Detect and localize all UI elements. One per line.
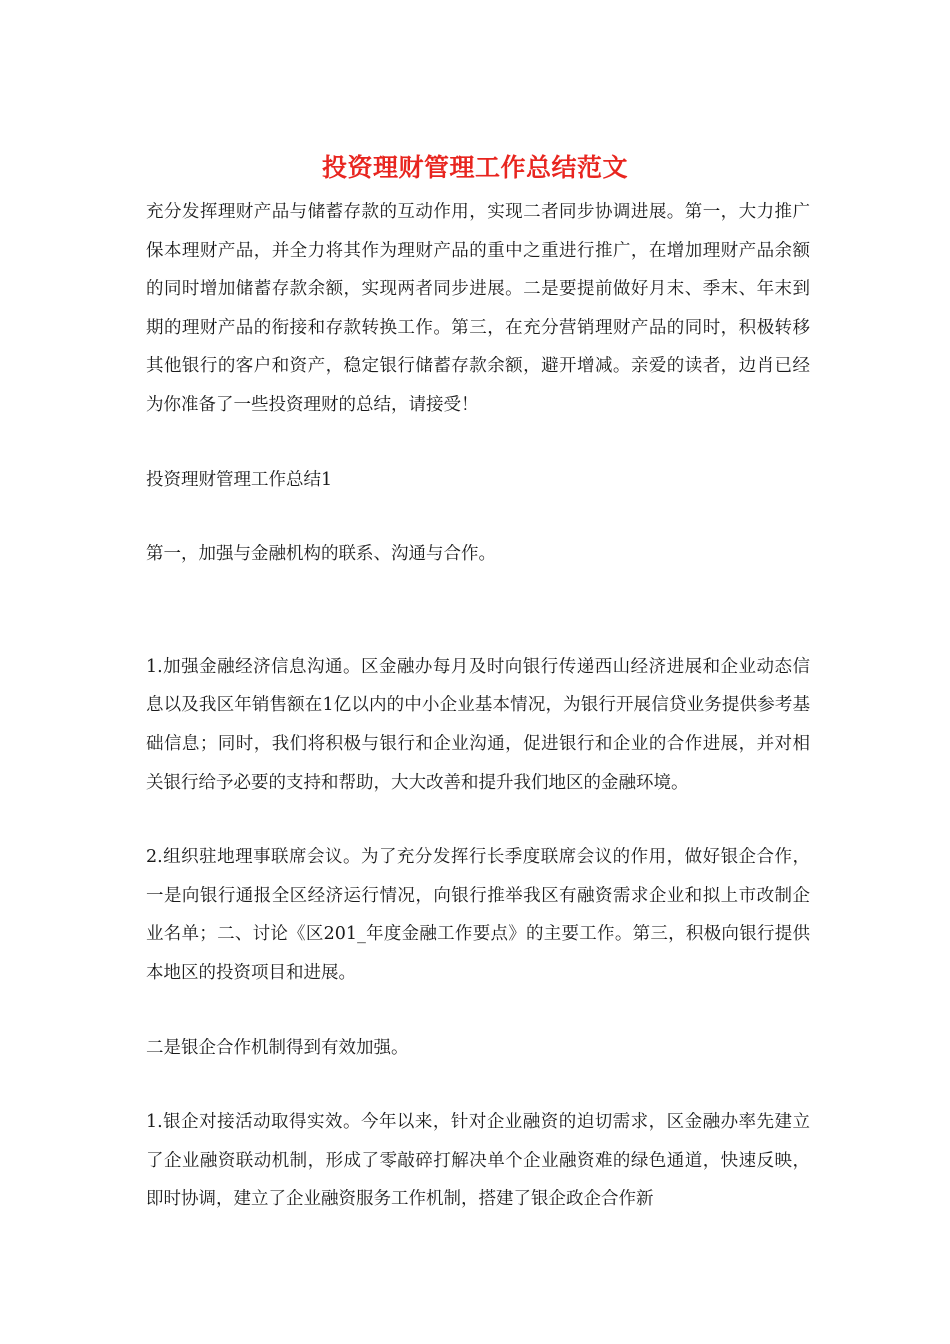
subsection-heading-second: 二是银企合作机制得到有效加强。 xyxy=(146,1037,409,1058)
intro-paragraph: 充分发挥理财产品与储蓄存款的互动作用，实现二者同步协调进展。第一，大力推广保本理财产品，并全力将其作为理财产品的重中之重进行推广，在增加理财产品余额的同时增加储蓄存款余额，实现两者同步进展。二是要提前做好月末、季末、年末到期的理财产品的衔接和存款转换工作。第三，在充分营销理财产品的同时，积极转移其他银行的客户和资产，稳定银行储蓄存款余额，避开增减。亲爱的读者，边肖已经为你准备了一些投资理财的总结，请接受！ xyxy=(146,202,810,415)
document-body xyxy=(146,193,810,1219)
section-heading: 投资理财管理工作总结1 xyxy=(146,469,333,490)
paragraph-item-2: 2.组织驻地理事联席会议。为了充分发挥行长季度联席会议的作用，做好银企合作，一是向银行通报全区经济运行情况，向银行推举我区有融资需求企业和拟上市改制企业名单；二、讨论《区201_年度金融工作要点》的主要工作。第三，积极向银行提供本地区的投资项目和进展。 xyxy=(146,847,810,983)
paragraph-item-3: 1.银企对接活动取得实效。今年以来，针对企业融资的迫切需求，区金融办率先建立了企业融资联动机制，形成了零敲碎打解决单个企业融资难的绿色通道，快速反映，即时协调，建立了企业融资服务工作机制，搭建了银企政企合作新 xyxy=(146,1112,810,1210)
paragraph-item-1: 1.加强金融经济信息沟通。区金融办每月及时向银行传递西山经济进展和企业动态信息以及我区年销售额在1亿以内的中小企业基本情况，为银行开展信贷业务提供参考基础信息；同时，我们将积极与银行和企业沟通，促进银行和企业的合作进展，并对相关银行给予必要的支持和帮助，大大改善和提升我们地区的金融环境。 xyxy=(146,656,810,793)
document-title: 投资理财管理工作总结范文 xyxy=(321,153,628,182)
subsection-heading-first: 第一，加强与金融机构的联系、沟通与合作。 xyxy=(146,544,496,565)
